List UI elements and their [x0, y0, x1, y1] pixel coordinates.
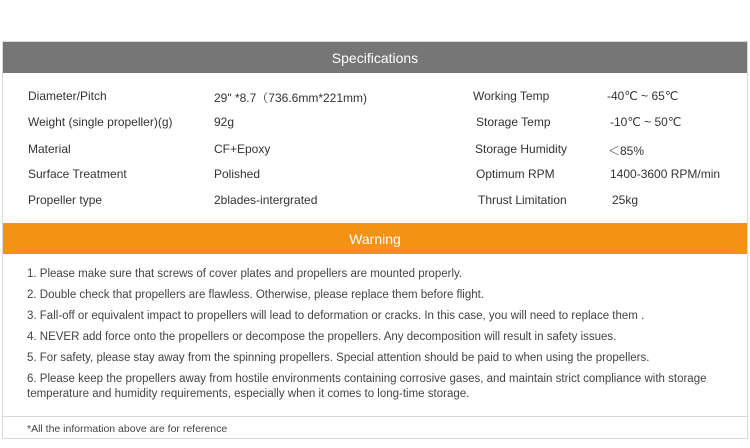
spec-label: Diameter/Pitch	[28, 89, 107, 103]
spec-value: Polished	[214, 167, 261, 181]
spec-value: CF+Epoxy	[214, 142, 271, 156]
footnote: *All the information above are for reference	[27, 423, 228, 435]
warning-title: Warning	[349, 230, 401, 247]
warning-item: 5. For safety, please stay away from the spinning propellers. Special attention should be paid to when using the propellers.	[27, 352, 650, 364]
spec-label: Thrust Limitation	[478, 193, 567, 207]
warning-item: 6. Please keep the propellers away from hostile environments containing corrosive gases, and maintain strict compliance with storage temperature and humidity requirements, especially when it comes to long-time storage.	[27, 373, 707, 400]
spec-label: Propeller type	[28, 193, 103, 207]
warning-header	[3, 223, 747, 254]
specifications-panel	[2, 41, 748, 439]
spec-label: Storage Temp	[476, 115, 551, 129]
spec-label: Storage Humidity	[475, 142, 568, 156]
spec-row	[3, 167, 747, 187]
specifications-title: Specifications	[331, 49, 419, 66]
warning-item: 4. NEVER add force onto the propellers or decompose the propellers. Any decomposition will result in safety issues.	[27, 331, 617, 343]
spec-row	[3, 115, 747, 135]
warning-list	[27, 267, 737, 408]
spec-row	[3, 142, 747, 162]
spec-value: 1400-3600 RPM/min	[610, 167, 721, 181]
warning-item: 1. Please make sure that screws of cover plates and propellers are mounted properly.	[27, 268, 463, 280]
spec-label: Surface Treatment	[28, 167, 127, 181]
warning-item: 2. Double check that propellers are flawless. Otherwise, please replace them before flight.	[27, 289, 485, 301]
specifications-header	[3, 42, 747, 73]
spec-label: Weight (single propeller)(g)	[28, 115, 173, 129]
spec-row	[3, 193, 747, 213]
spec-value: -40℃ ~ 65℃	[607, 89, 679, 103]
spec-row	[3, 89, 747, 109]
spec-value: 25kg	[612, 193, 639, 207]
spec-label: Optimum RPM	[476, 167, 555, 181]
spec-value: ＜85%	[608, 144, 645, 158]
spec-table	[3, 73, 747, 223]
spec-value: 29" *8.7（736.6mm*221mm)	[214, 91, 367, 105]
footnote-divider	[3, 416, 747, 417]
spec-value: -10℃ ~ 50℃	[610, 115, 682, 129]
warning-item: 3. Fall-off or equivalent impact to propellers will lead to deformation or cracks. In this case, you will need to replace them .	[27, 310, 645, 322]
spec-value: 2blades-intergrated	[214, 193, 318, 207]
spec-value: 92g	[214, 115, 235, 129]
spec-label: Working Temp	[473, 89, 550, 103]
spec-label: Material	[28, 142, 71, 156]
